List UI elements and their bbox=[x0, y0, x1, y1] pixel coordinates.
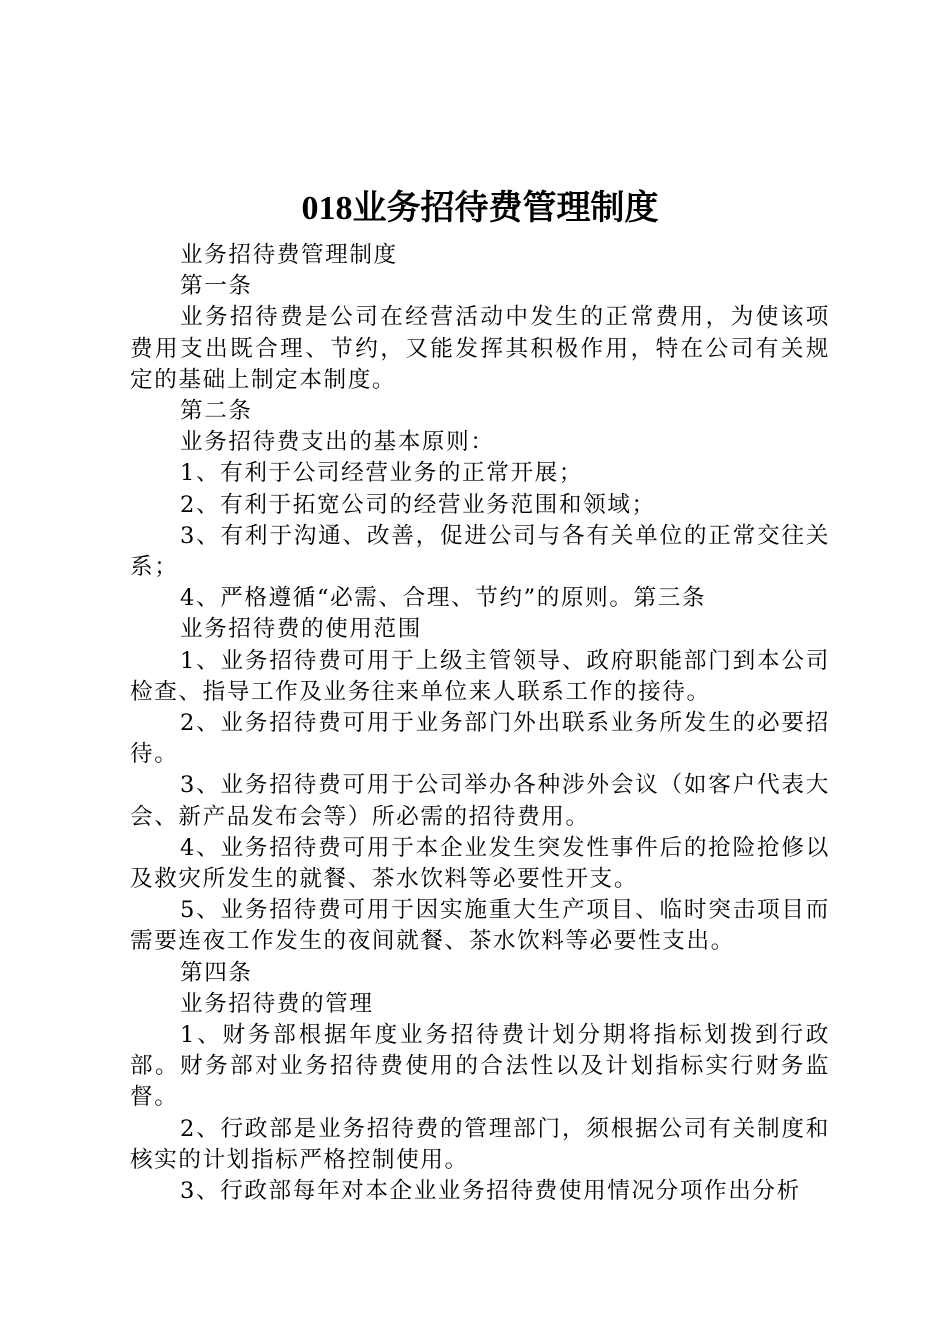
document-page bbox=[130, 180, 830, 1207]
paragraph-principle-3: 3、有利于沟通、改善，促进公司与各有关单位的正常交往关系； bbox=[130, 522, 830, 581]
paragraph-article-4-heading: 第四条 bbox=[180, 959, 253, 986]
paragraph-principle-4: 4、严格遵循“必需、合理、节约”的原则。第三条 bbox=[180, 585, 707, 612]
paragraph-principles-intro: 业务招待费支出的基本原则： bbox=[180, 429, 495, 456]
paragraph-scope-5: 5、业务招待费可用于因实施重大生产项目、临时突击项目而需要连夜工作发生的夜间就餐、茶水饮料等必要性支出。 bbox=[130, 897, 830, 955]
paragraph-article-2-heading: 第二条 bbox=[180, 398, 253, 425]
document-title: 018业务招待费管理制度 bbox=[301, 190, 659, 227]
paragraph-management-3: 3、行政部每年对本企业业务招待费使用情况分项作出分析 bbox=[180, 1178, 801, 1205]
paragraph-scope-4: 4、业务招待费可用于本企业发生突发性事件后的抢险抢修以及救灾所发生的就餐、茶水饮料等必要性开支。 bbox=[130, 834, 830, 893]
paragraph-principle-2: 2、有利于拓宽公司的经营业务范围和领域； bbox=[180, 491, 656, 518]
paragraph-article-1-body: 业务招待费是公司在经营活动中发生的正常费用，为使该项费用支出既合理、节约，又能发挥其积极作用，特在公司有关规定的基础上制定本制度。 bbox=[130, 304, 830, 393]
paragraph-scope-1: 1、业务招待费可用于上级主管领导、政府职能部门到本公司检查、指导工作及业务往来单位来人联系工作的接待。 bbox=[130, 647, 830, 705]
paragraph-management-1: 1、财务部根据年度业务招待费计划分期将指标划拨到行政部。财务部对业务招待费使用的合法性以及计划指标实行财务监督。 bbox=[130, 1022, 830, 1111]
paragraph-management-2: 2、行政部是业务招待费的管理部门，须根据公司有关制度和核实的计划指标严格控制使用。 bbox=[130, 1115, 830, 1173]
paragraph-management-heading: 业务招待费的管理 bbox=[180, 990, 374, 1017]
paragraph-doc-heading: 业务招待费管理制度 bbox=[180, 242, 398, 268]
paragraph-article-1-heading: 第一条 bbox=[180, 273, 253, 300]
paragraph-scope-heading: 业务招待费的使用范围 bbox=[180, 616, 422, 643]
paragraph-principle-1: 1、有利于公司经营业务的正常开展； bbox=[180, 460, 584, 487]
paragraph-scope-2: 2、业务招待费可用于业务部门外出联系业务所发生的必要招待。 bbox=[130, 710, 830, 768]
paragraph-scope-3: 3、业务招待费可用于公司举办各种涉外会议（如客户代表大会、新产品发布会等）所必需的招待费用。 bbox=[130, 772, 830, 830]
